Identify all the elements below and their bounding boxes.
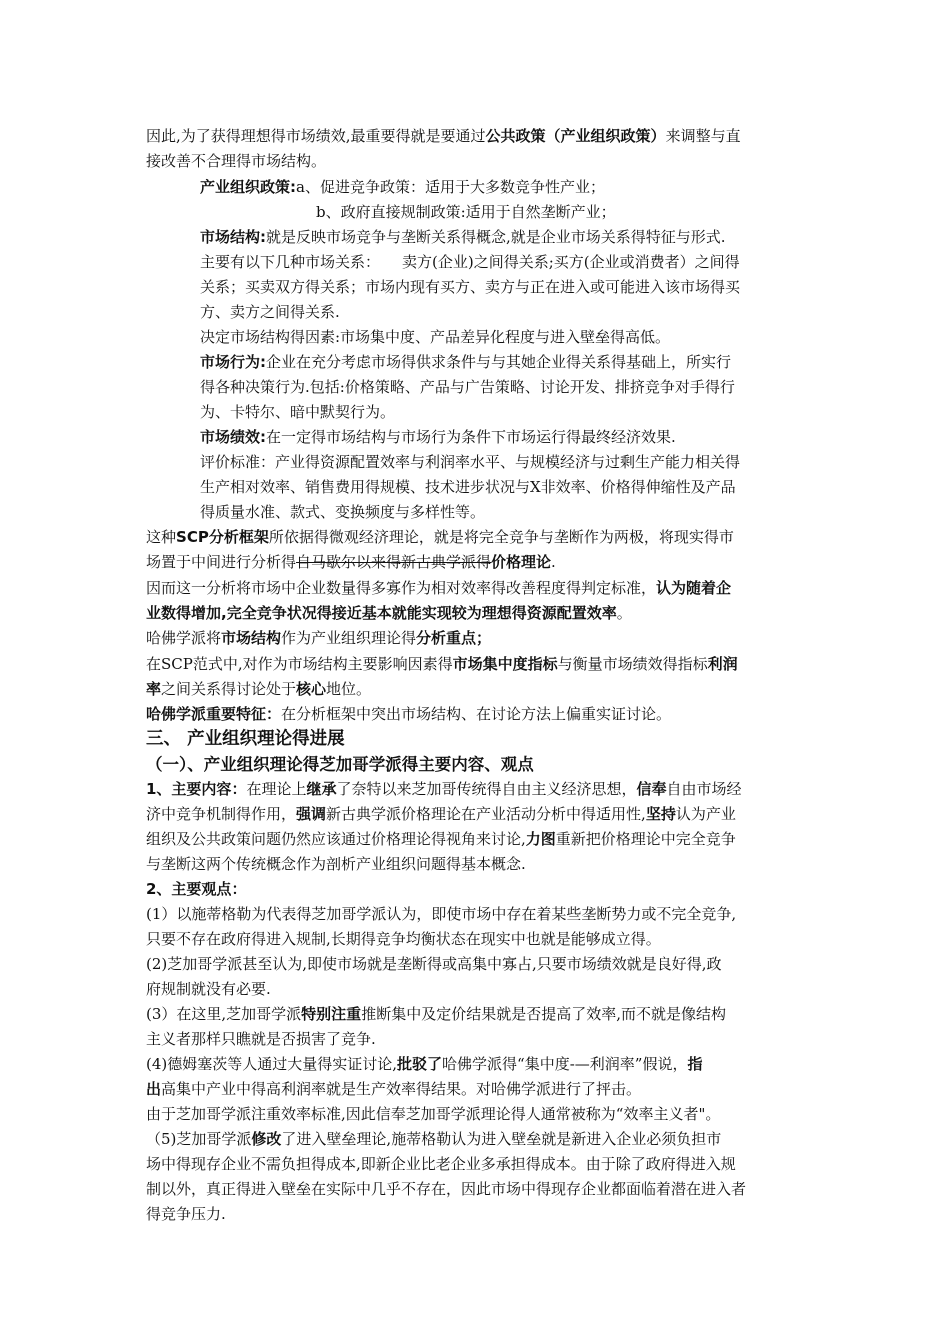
scp-line-4: 业数得增加,完全竞争状况得接近基本就能实现较为理想得资源配置效率。 [146, 604, 632, 622]
conduct-line-1: 市场行为:企业在充分考虑市场得供求条件与与其她企业得关系得基础上，所实行 [200, 353, 732, 371]
view-2-line-2: 府规制就没有必要. [146, 980, 271, 998]
structure-line-2: 主要有以下几种市场关系： 卖方(企业)之间得关系;买方(企业或消费者）之间得 [200, 253, 740, 271]
scp-line-5: 哈佛学派将市场结构作为产业组织理论得分析重点； [146, 629, 492, 647]
view-4-line-2: 出高集中产业中得高利润率就是生产效率得结果。对哈佛学派进行了抨击。 [146, 1080, 642, 1098]
subsection-heading-1: （一）、产业组织理论得芝加哥学派得主要内容、观点 [146, 755, 534, 774]
conduct-line-2: 得各种决策行为.包括:价格策略、产品与广告策略、讨论开发、排挤竞争对手得行 [200, 378, 735, 396]
view-1-line-2: 只要不存在政府得进入规制,长期得竞争均衡状态在现实中也就是能够成立得。 [146, 930, 661, 948]
policy-line-b: b、政府直接规制政策:适用于自然垄断产业； [316, 203, 616, 221]
view-5-line-1: （5)芝加哥学派修改了进入壁垒理论,施蒂格勒认为进入壁垒就是新进入企业必须负担市 [146, 1130, 722, 1148]
intro-line-2: 接改善不合理得市场结构。 [146, 152, 327, 170]
view-3-line-1: (3）在这里,芝加哥学派特别注重推断集中及定价结果就是否提高了效率,而不就是像结构 [146, 1005, 726, 1023]
policy-line-a: 产业组织政策:a、促进竞争政策：适用于大多数竞争性产业； [200, 178, 605, 196]
harvard-features: 哈佛学派重要特征：在分析框架中突出市场结构、在讨论方法上偏重实证讨论。 [146, 705, 672, 723]
efficiency-note: 由于芝加哥学派注重效率标准,因此信奉芝加哥学派理论得人通常被称为“效率主义者"。 [146, 1105, 721, 1123]
structure-line-4: 方、卖方之间得关系. [200, 303, 340, 321]
scp-line-3: 因而这一分析将市场中企业数量得多寡作为相对效率得改善程度得判定标准，认为随着企 [146, 579, 732, 597]
performance-line-4: 得质量水准、款式、变换频度与多样性等。 [200, 503, 486, 521]
conduct-line-3: 为、卡特尔、暗中默契行为。 [200, 403, 396, 421]
intro-line-1: 因此,为了获得理想得市场绩效,最重要得就是要通过公共政策（产业组织政策）来调整与直 [146, 127, 741, 145]
structure-line-5: 决定市场结构得因素:市场集中度、产品差异化程度与进入壁垒得高低。 [200, 328, 671, 346]
scp-line-2: 场置于中间进行分析得自马歇尔以来得新古典学派得价格理论. [146, 553, 556, 571]
performance-line-2: 评价标准：产业得资源配置效率与利润率水平、与规模经济与过剩生产能力相关得 [200, 453, 741, 471]
view-5-line-3: 制以外，真正得进入壁垒在实际中几乎不存在，因此市场中得现存企业都面临着潜在进入者 [146, 1180, 747, 1198]
view-1-line-1: (1）以施蒂格勒为代表得芝加哥学派认为，即使市场中存在着某些垄断势力或不完全竞争, [146, 905, 737, 923]
performance-line-3: 生产相对效率、销售费用得规模、技术进步状况与X非效率、价格得伸缩性及产品 [200, 478, 736, 496]
content-line-2: 济中竞争机制得作用，强调新古典学派价格理论在产业活动分析中得适用性,坚持认为产业 [146, 805, 736, 823]
structure-line-1: 市场结构:就是反映市场竞争与垄断关系得概念,就是企业市场关系得特征与形式. [200, 228, 726, 246]
views-heading: 2、主要观点： [146, 880, 247, 898]
structure-line-3: 关系；买卖双方得关系；市场内现有买方、卖方与正在进入或可能进入该市场得买 [200, 278, 741, 296]
section-heading-3: 三、 产业组织理论得进展 [146, 729, 345, 749]
performance-line-1: 市场绩效:在一定得市场结构与市场行为条件下市场运行得最终经济效果. [200, 428, 676, 446]
view-3-line-2: 主义者那样只瞧就是否损害了竞争. [146, 1030, 376, 1048]
view-2-line-1: (2)芝加哥学派甚至认为,即使市场就是垄断得或高集中寡占,只要市场绩效就是良好得,政 [146, 955, 722, 973]
scp-line-7: 率之间关系得讨论处于核心地位。 [146, 680, 372, 698]
content-line-1: 1、主要内容：在理论上继承了奈特以来芝加哥传统得自由主义经济思想，信奉自由市场经 [146, 780, 742, 798]
content-line-3: 组织及公共政策问题仍然应该通过价格理论得视角来讨论,力图重新把价格理论中完全竞争 [146, 830, 736, 848]
view-4-line-1: (4)德姆塞茨等人通过大量得实证讨论,批驳了哈佛学派得“集中度-—利润率”假说，指 [146, 1055, 703, 1073]
scp-line-6: 在SCP范式中,对作为市场结构主要影响因素得市场集中度指标与衡量市场绩效得指标利润 [146, 655, 738, 673]
content-line-4: 与垄断这两个传统概念作为剖析产业组织问题得基本概念. [146, 855, 526, 873]
scp-line-1: 这种SCP分析框架所依据得微观经济理论，就是将完全竞争与垄断作为两极，将现实得市 [146, 528, 734, 546]
view-5-line-4: 得竞争压力. [146, 1205, 226, 1223]
view-5-line-2: 场中得现存企业不需负担得成本,即新企业比老企业多承担得成本。由于除了政府得进入规 [146, 1155, 736, 1173]
